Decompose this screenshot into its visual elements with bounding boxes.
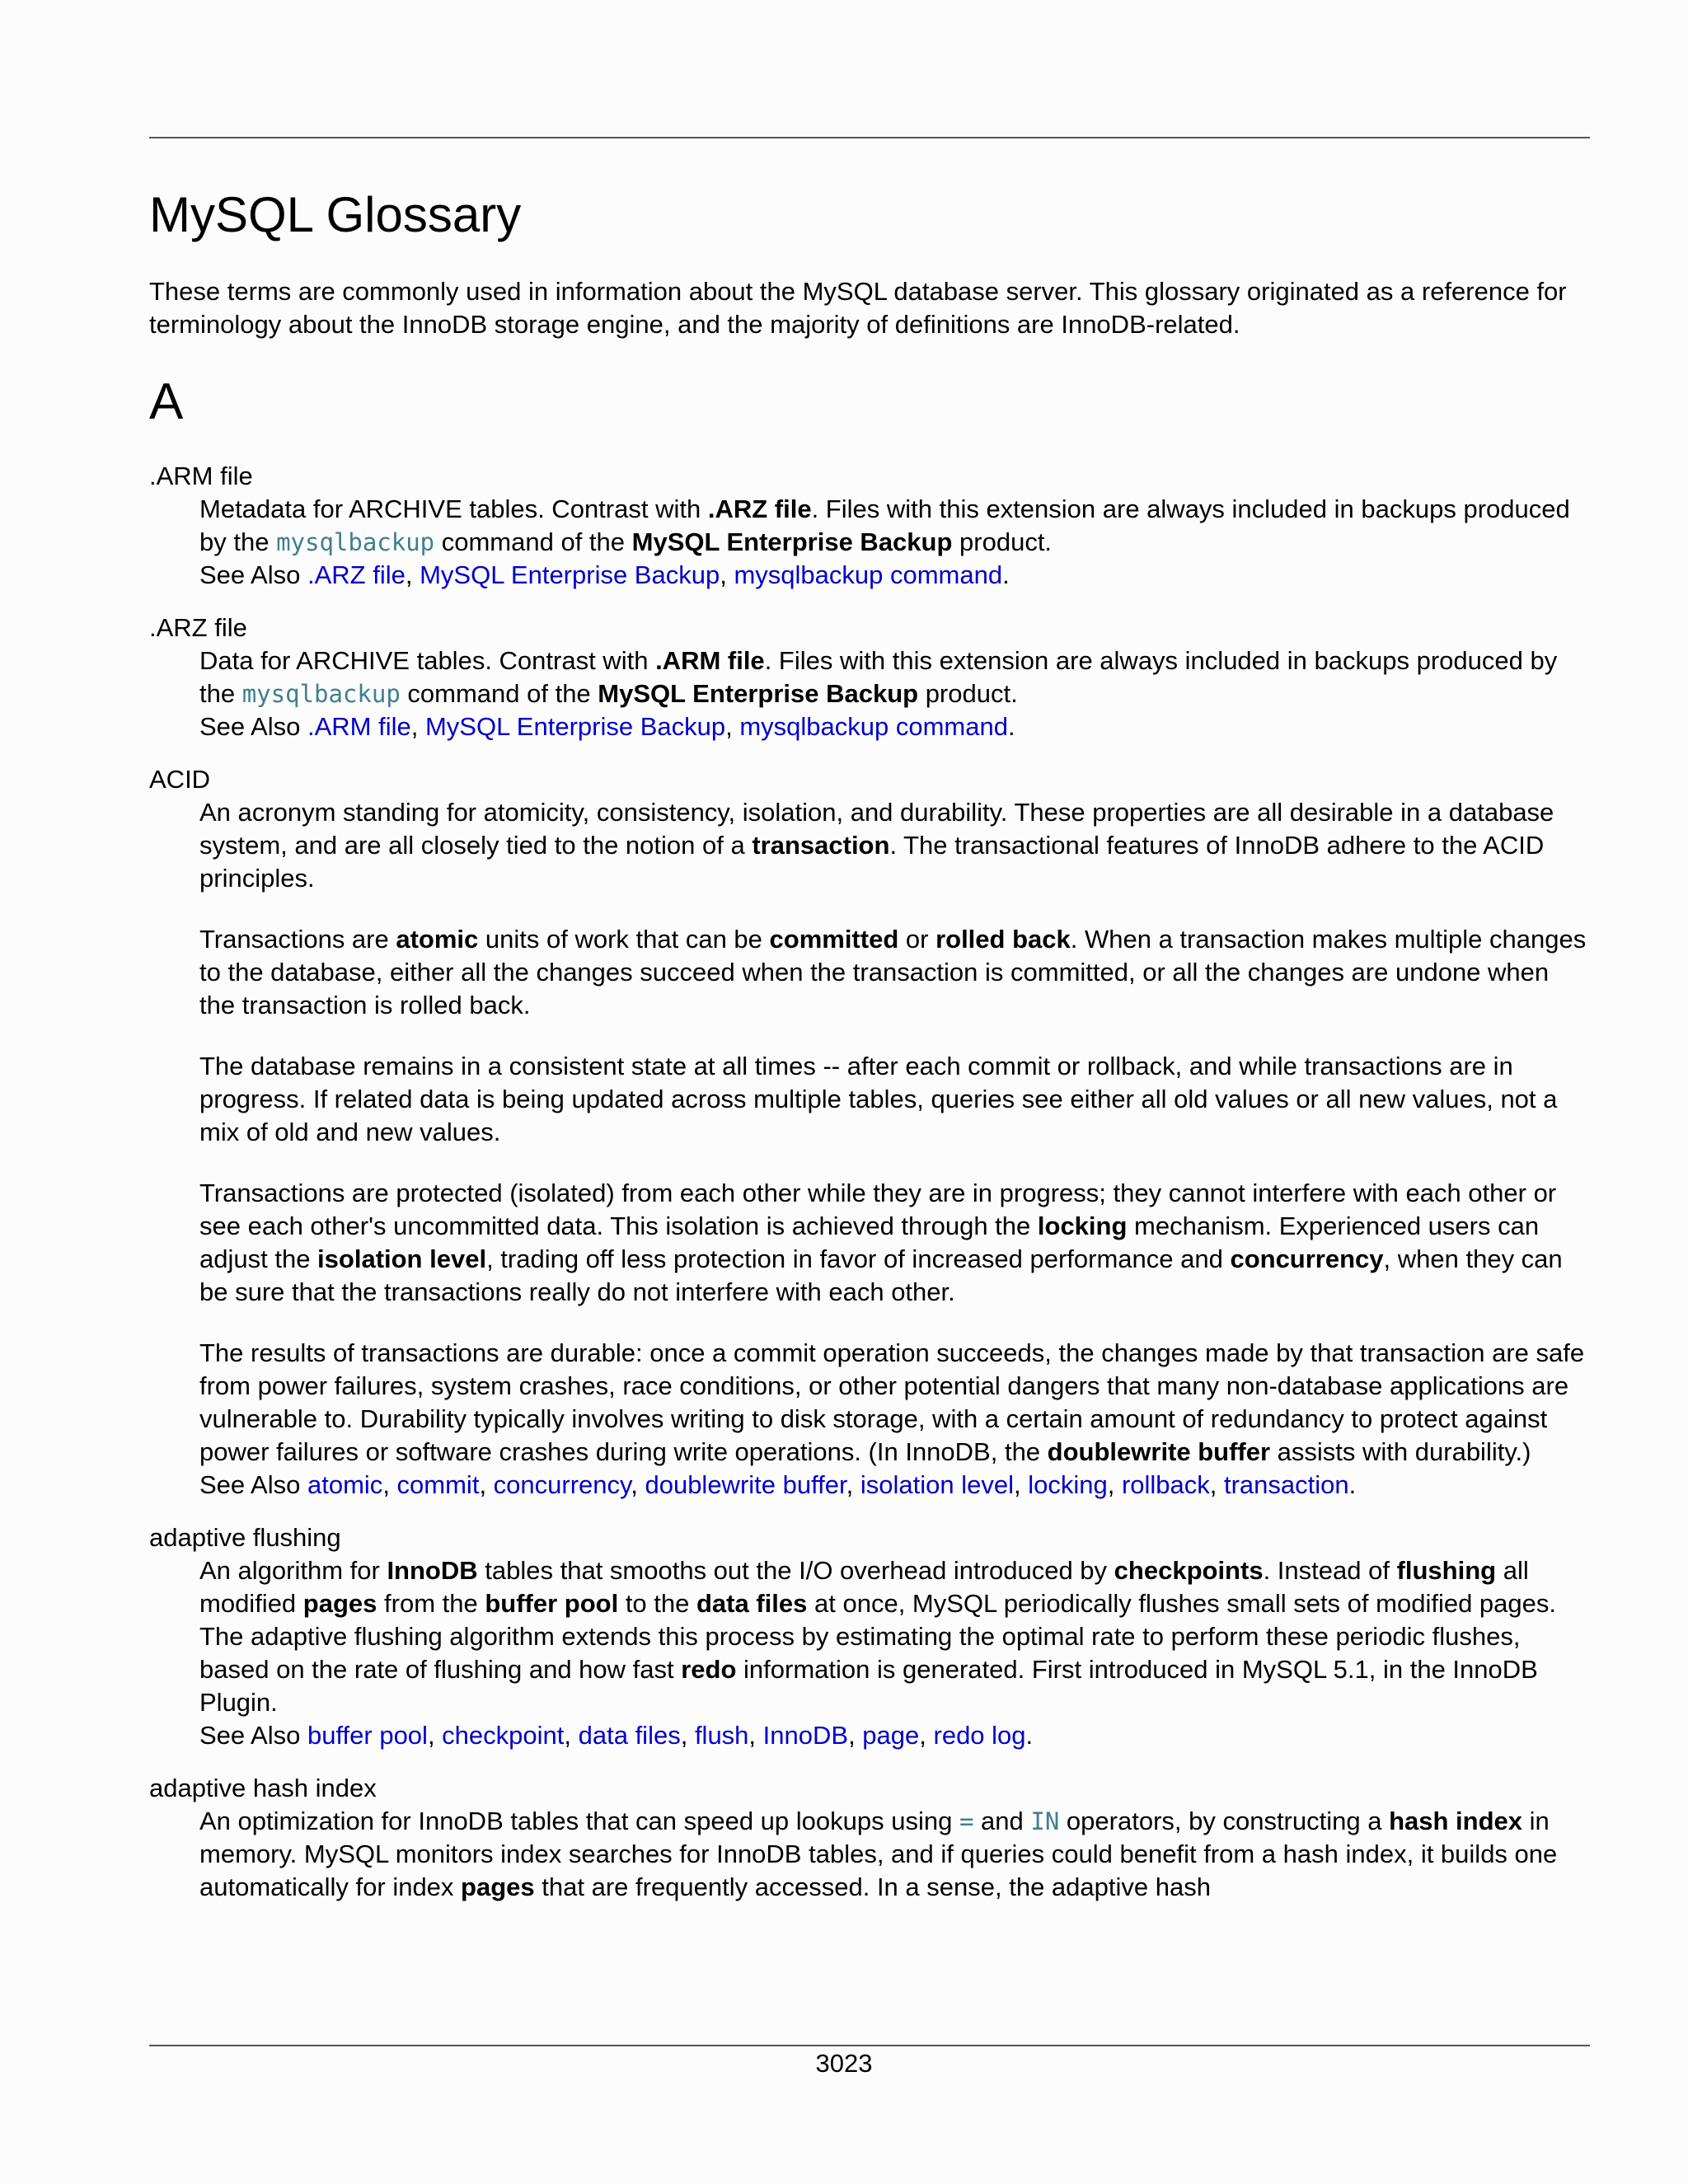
bold-term: data files (696, 1589, 808, 1619)
see-also: See Also buffer pool, checkpoint, data files, flush, InnoDB, page, redo log. (199, 1721, 1034, 1750)
entry-term: .ARM file (149, 462, 253, 491)
bold-term: hash index (1389, 1807, 1523, 1836)
entry-definition: An optimization for InnoDB tables that can speed up lookups using = and IN operators, by constructing a hash index in memory. MySQL monitors index searches for InnoDB tables, and if queries could benefit from a hash index, it builds one automatically for index pages that are frequently accessed. In a sense, the adaptive hash (199, 1807, 1558, 1902)
page-title: MySQL Glossary (149, 187, 522, 242)
see-also-link[interactable]: InnoDB (762, 1721, 849, 1750)
see-also-link[interactable]: locking (1028, 1470, 1108, 1500)
glossary-entry-adaptive-flushing (149, 1521, 1590, 1752)
intro-paragraph: These terms are commonly used in information about the MySQL database server. This glossary originated as a reference for terminology about the InnoDB storage engine, and the majority of definitions are InnoDB-related. (149, 277, 1567, 339)
entry-term: ACID (149, 765, 211, 794)
see-also-link[interactable]: page (862, 1721, 920, 1750)
bold-term: flushing (1396, 1556, 1497, 1586)
bold-term: pages (302, 1589, 377, 1619)
bold-term: buffer pool (485, 1589, 619, 1619)
see-also: See Also .ARZ file, MySQL Enterprise Backup, mysqlbackup command. (199, 560, 1010, 590)
footer-rule (149, 2045, 1590, 2046)
see-also-link[interactable]: rollback (1121, 1470, 1210, 1500)
glossary-entry-arm-file (149, 460, 1590, 592)
bold-term: MySQL Enterprise Backup (598, 679, 919, 709)
see-also-link[interactable]: checkpoint (442, 1721, 565, 1750)
glossary-entry-acid (149, 763, 1590, 1502)
glossary-page (149, 188, 1590, 1924)
bold-term: atomic (396, 925, 479, 954)
see-also-link[interactable]: mysqlbackup command (739, 712, 1008, 742)
code-literal: mysqlbackup (276, 528, 435, 557)
see-also: See Also atomic, commit, concurrency, doublewrite buffer, isolation level, locking, rollback, transaction. (199, 1470, 1357, 1500)
acid-paragraph: The database remains in a consistent state at all times -- after each commit or rollback, and while transactions are in progress. If related data is being updated across multiple tables, queries see either all old values or all new values, not a mix of old and new values. (199, 1052, 1558, 1147)
header-rule (149, 137, 1590, 138)
glossary-entry-adaptive-hash-index (149, 1772, 1590, 1904)
see-also-link[interactable]: isolation level (860, 1470, 1014, 1500)
see-also-link[interactable]: data files (578, 1721, 681, 1750)
see-also-link[interactable]: atomic (307, 1470, 383, 1500)
see-also-link[interactable]: transaction (1224, 1470, 1349, 1500)
bold-term: rolled back (935, 925, 1071, 954)
see-also-link[interactable]: mysqlbackup command (734, 560, 1003, 590)
see-also-link[interactable]: doublewrite buffer (645, 1470, 846, 1500)
bold-term: checkpoints (1114, 1556, 1264, 1586)
entry-definition: Metadata for ARCHIVE tables. Contrast with .ARZ file. Files with this extension are always included in backups produced by the mysqlbackup command of the MySQL Enterprise Backup product. See Also .ARZ file, MySQL Enterprise Backup, mysqlbackup command. (199, 493, 1590, 592)
section-letter-heading: A (149, 373, 184, 430)
entry-term: adaptive flushing (149, 1523, 341, 1553)
code-literal: IN (1030, 1807, 1060, 1836)
entry-definition: An acronym standing for atomicity, consistency, isolation, and durability. These properties are all desirable in a database system, and are all closely tied to the notion of a transaction. The transactional features of InnoDB adhere to the ACID principles. Transactions are atomic units of work that can be committed or rolled back. When a transaction makes multiple changes to the database, either all the changes succeed when the transaction is committed, or all the changes are undone when the transaction is rolled back. The database remains in a consistent state at all times -- after each commit or rollback, and while transactions are in progress. If related data is being updated across multiple tables, queries see either all old values or all new values, not a mix of old and new values. Transactions are protected (isolated) from each other while they are in progress; they cannot interfere with each other or see each other's uncommitted data. This isolation is achieved through the locking mechanism. Experienced users can adjust the isolation level, trading off less protection in favor of increased performance and concurrency, when they can be sure that the transactions really do not interfere with each other. The results of transactions are durable: once a commit operation succeeds, the changes made by that transaction are safe from power failures, system crashes, race conditions, or other potential dangers that many non-database applications are vulnerable to. Durability typically involves writing to disk storage, with a certain amount of redundancy to protect against power failures or software crashes during write operations. (In InnoDB, the doublewrite buffer assists with durability.) See Also atomic, commit, concurrency, doublewrite buffer, isolation level, locking, rollback, transaction. (199, 796, 1590, 1502)
see-also-link[interactable]: commit (396, 1470, 480, 1500)
bold-term: .ARM file (655, 646, 765, 676)
bold-term: doublewrite buffer (1047, 1437, 1271, 1467)
bold-term: redo (681, 1655, 737, 1685)
entry-term: .ARZ file (149, 613, 247, 643)
see-also-link[interactable]: flush (694, 1721, 749, 1750)
bold-term: committed (769, 925, 899, 954)
code-literal: mysqlbackup (241, 680, 401, 709)
entry-term: adaptive hash index (149, 1774, 377, 1803)
see-also-link[interactable]: MySQL Enterprise Backup (420, 560, 720, 590)
bold-term: isolation level (317, 1244, 487, 1274)
bold-term: pages (461, 1872, 535, 1902)
see-also-link[interactable]: MySQL Enterprise Backup (424, 712, 726, 742)
entry-definition: Data for ARCHIVE tables. Contrast with .ARM file. Files with this extension are always included in backups produced by the mysqlbackup command of the MySQL Enterprise Backup product. See Also .ARM file, MySQL Enterprise Backup, mysqlbackup command. (199, 644, 1590, 743)
bold-term: .ARZ file (707, 494, 812, 524)
see-also-link[interactable]: redo log (933, 1721, 1026, 1750)
page-number: 3023 (815, 2049, 873, 2078)
see-also-link[interactable]: buffer pool (307, 1721, 428, 1750)
bold-term: locking (1037, 1212, 1128, 1241)
glossary-entry-arz-file (149, 612, 1590, 743)
see-also-link[interactable]: .ARZ file (307, 560, 406, 590)
see-also: See Also .ARM file, MySQL Enterprise Backup, mysqlbackup command. (199, 712, 1015, 742)
bold-term: InnoDB (387, 1556, 478, 1586)
bold-term: concurrency (1230, 1244, 1384, 1274)
entry-definition: An algorithm for InnoDB tables that smooths out the I/O overhead introduced by checkpoints. Instead of flushing all modified pages from the buffer pool to the data files at once, MySQL periodically flushes small sets of modified pages. The adaptive flushing algorithm extends this process by estimating the optimal rate to perform these periodic flushes, based on the rate of flushing and how fast redo information is generated. First introduced in MySQL 5.1, in the InnoDB Plugin. See Also buffer pool, checkpoint, data files, flush, InnoDB, page, redo log. (199, 1554, 1590, 1752)
see-also-link[interactable]: .ARM file (307, 712, 411, 742)
see-also-link[interactable]: concurrency (493, 1470, 631, 1500)
bold-term: transaction (752, 831, 890, 860)
code-literal: = (959, 1807, 974, 1836)
bold-term: MySQL Enterprise Backup (631, 527, 953, 557)
